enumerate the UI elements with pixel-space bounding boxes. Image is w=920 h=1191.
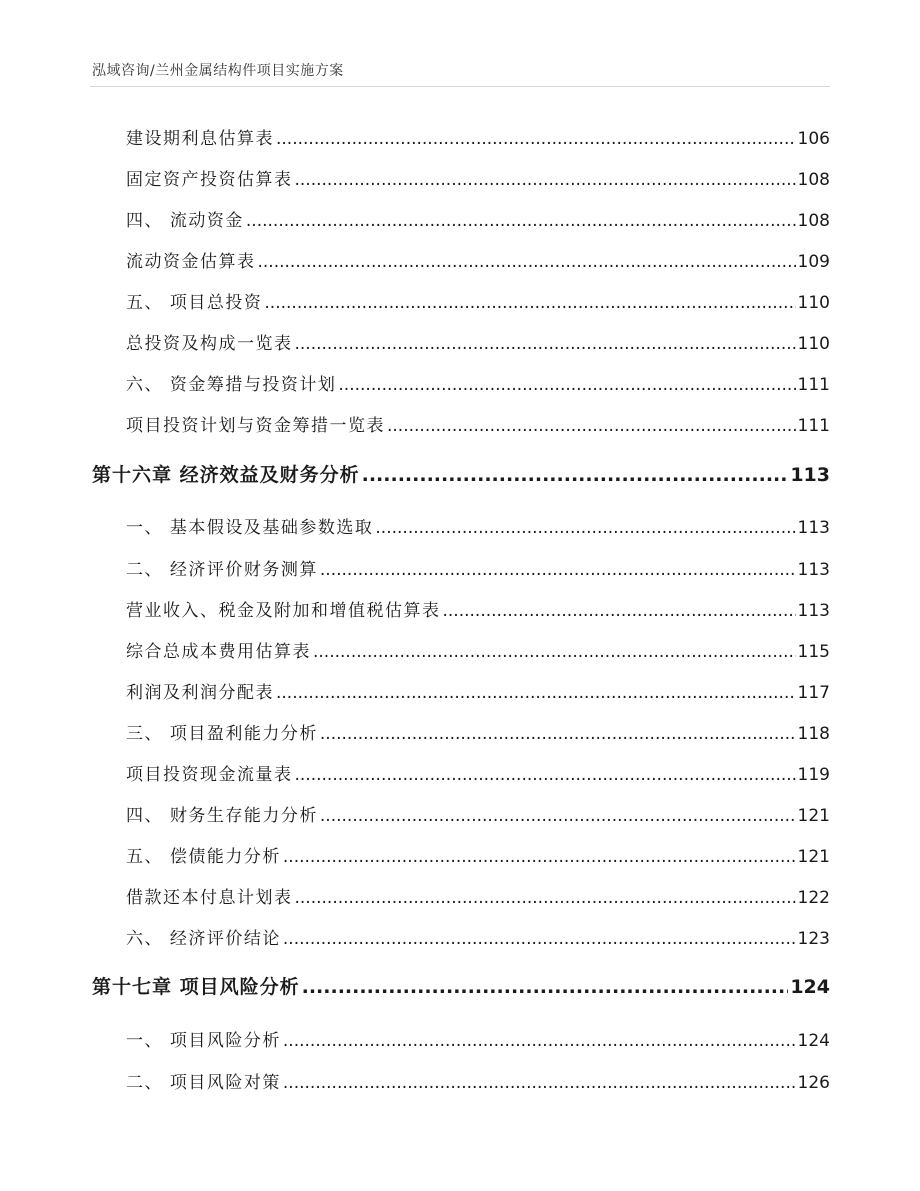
toc-entry[interactable] <box>126 411 830 436</box>
toc-entry-page: 117 <box>797 683 830 703</box>
toc-entry[interactable] <box>126 206 830 231</box>
toc-entry[interactable] <box>126 329 830 354</box>
toc-entry-label: 四、 财务生存能力分析 <box>126 806 318 826</box>
toc-entry[interactable] <box>126 924 830 949</box>
toc-leader-dots <box>375 518 795 538</box>
toc-entry-page: 121 <box>797 847 830 867</box>
toc-entry-page: 109 <box>797 252 830 272</box>
toc-leader-dots <box>313 642 796 662</box>
toc-entry[interactable] <box>126 760 830 785</box>
toc-leader-dots <box>246 211 796 231</box>
toc-entry-page: 108 <box>797 170 830 190</box>
toc-chapter-entry[interactable] <box>92 972 830 999</box>
toc-entry-label: 营业收入、税金及附加和增值税估算表 <box>126 601 441 621</box>
toc-entry-page: 123 <box>797 929 830 949</box>
toc-entry-page: 110 <box>797 293 830 313</box>
toc-leader-dots <box>295 170 796 190</box>
toc-leader-dots <box>295 765 796 785</box>
toc-entry-label: 二、 项目风险对策 <box>126 1073 281 1093</box>
toc-leader-dots <box>320 560 796 580</box>
toc-entry-page: 110 <box>797 334 830 354</box>
toc-entry-page: 124 <box>797 1031 830 1051</box>
toc-entry[interactable] <box>126 1026 830 1051</box>
toc-entry-label: 流动资金估算表 <box>126 252 256 272</box>
toc-entry[interactable] <box>126 637 830 662</box>
toc-entry-label: 五、 项目总投资 <box>126 293 263 313</box>
toc-leader-dots <box>264 293 795 313</box>
toc-entry-page: 113 <box>797 518 830 538</box>
toc-entry[interactable] <box>126 883 830 908</box>
toc-entry[interactable] <box>126 247 830 272</box>
toc-leader-dots <box>362 464 789 486</box>
toc-entry[interactable] <box>126 288 830 313</box>
toc-entry[interactable] <box>126 1068 830 1093</box>
toc-entry[interactable] <box>126 555 830 580</box>
toc-chapter-page: 113 <box>790 464 830 486</box>
toc-chapter-page: 124 <box>790 976 830 998</box>
toc-entry-label: 利润及利润分配表 <box>126 683 274 703</box>
toc-entry-label: 总投资及构成一览表 <box>126 334 293 354</box>
toc-entry[interactable] <box>126 596 830 621</box>
toc-entry[interactable] <box>126 124 830 149</box>
toc-entry-page: 115 <box>797 642 830 662</box>
toc-entry-page: 126 <box>797 1073 830 1093</box>
toc-entry-label: 借款还本付息计划表 <box>126 888 293 908</box>
toc-entry-page: 111 <box>797 375 830 395</box>
toc-entry-label: 综合总成本费用估算表 <box>126 642 311 662</box>
toc-entry-page: 108 <box>797 211 830 231</box>
toc-leader-dots <box>443 601 796 621</box>
toc-entry-label: 六、 经济评价结论 <box>126 929 281 949</box>
toc-entry-label: 固定资产投资估算表 <box>126 170 293 190</box>
toc-entry[interactable] <box>126 513 830 538</box>
toc-entry[interactable] <box>126 801 830 826</box>
toc-leader-dots <box>276 683 796 703</box>
toc-leader-dots <box>276 129 796 149</box>
toc-entry[interactable] <box>126 678 830 703</box>
toc-leader-dots <box>258 252 796 272</box>
toc-entry-page: 122 <box>797 888 830 908</box>
toc-entry[interactable] <box>126 165 830 190</box>
toc-leader-dots <box>295 888 796 908</box>
toc-entry-page: 106 <box>797 129 830 149</box>
toc-entry-label: 三、 项目盈利能力分析 <box>126 724 318 744</box>
toc-entry-label: 一、 基本假设及基础参数选取 <box>126 518 374 538</box>
toc-entry-label: 四、 流动资金 <box>126 211 244 231</box>
toc-entry[interactable] <box>126 370 830 395</box>
toc-leader-dots <box>338 375 795 395</box>
toc-entry[interactable] <box>126 719 830 744</box>
toc-leader-dots <box>320 806 796 826</box>
toc-entry-page: 121 <box>797 806 830 826</box>
toc-entry-page: 113 <box>797 560 830 580</box>
toc-entry-page: 113 <box>797 601 830 621</box>
toc-leader-dots <box>283 847 796 867</box>
toc-entry-page: 118 <box>797 724 830 744</box>
toc-entry-label: 二、 经济评价财务测算 <box>126 560 318 580</box>
toc-entry-label: 五、 偿债能力分析 <box>126 847 281 867</box>
toc-chapter-label: 第十七章 项目风险分析 <box>92 976 300 998</box>
toc-leader-dots <box>283 929 796 949</box>
toc-leader-dots <box>283 1031 796 1051</box>
toc-leader-dots <box>295 334 796 354</box>
toc-leader-dots <box>387 416 796 436</box>
toc-leader-dots <box>302 976 789 998</box>
toc-entry-label: 建设期利息估算表 <box>126 129 274 149</box>
toc-entry-page: 119 <box>797 765 830 785</box>
toc-leader-dots <box>320 724 796 744</box>
toc-entry-page: 111 <box>797 416 830 436</box>
toc-entry-label: 项目投资现金流量表 <box>126 765 293 785</box>
toc-leader-dots <box>283 1073 796 1093</box>
toc-chapter-label: 第十六章 经济效益及财务分析 <box>92 464 360 486</box>
toc-chapter-entry[interactable] <box>92 460 830 487</box>
toc-entry-label: 项目投资计划与资金筹措一览表 <box>126 416 385 436</box>
toc-entry[interactable] <box>126 842 830 867</box>
toc-entry-label: 六、 资金筹措与投资计划 <box>126 375 337 395</box>
page-header: 泓域咨询/兰州金属结构件项目实施方案 <box>92 63 344 79</box>
toc-entry-label: 一、 项目风险分析 <box>126 1031 281 1051</box>
